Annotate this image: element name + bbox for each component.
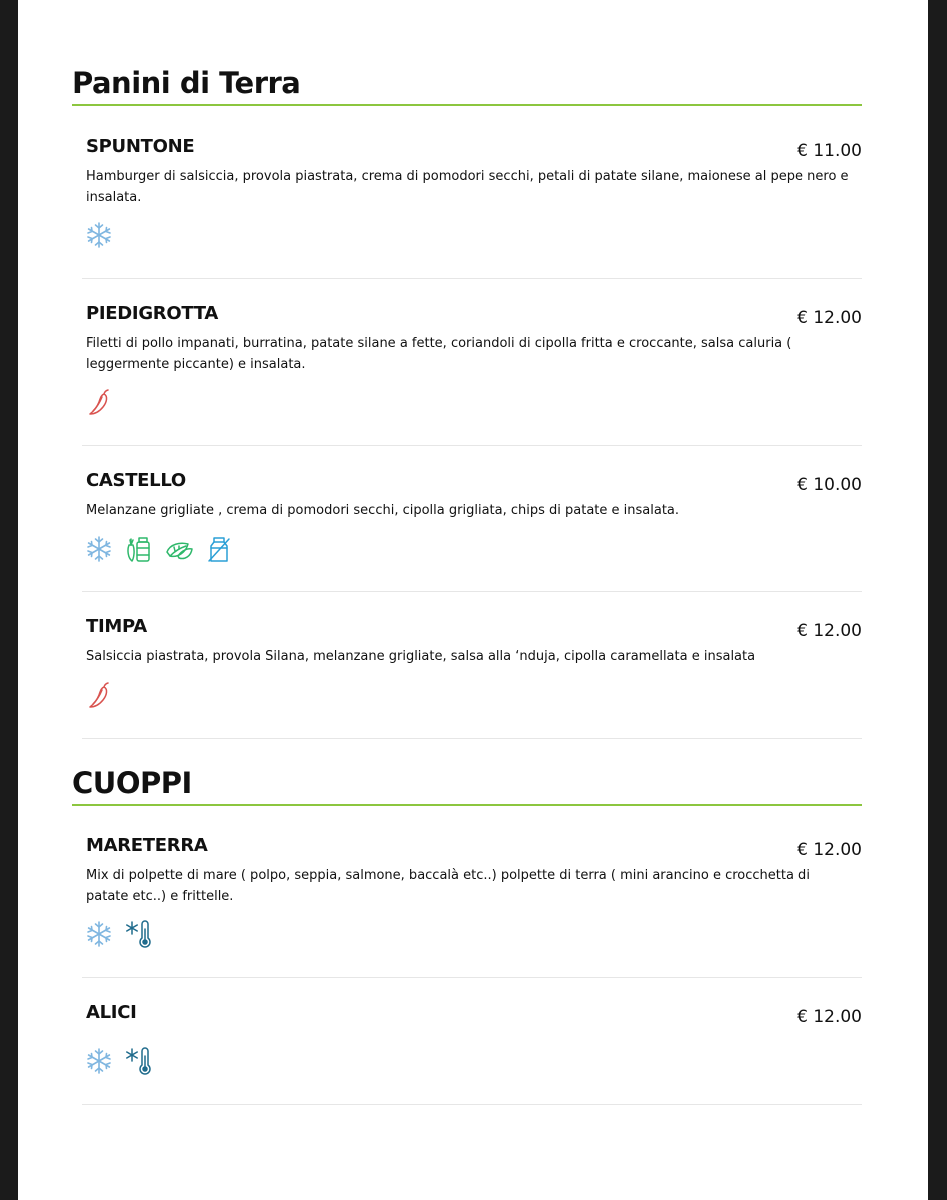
menu-item-alici[interactable] — [82, 1002, 862, 1105]
frozen-thermometer-icon — [124, 1046, 154, 1076]
allergen-icons — [84, 680, 114, 710]
snowflake-icon — [84, 919, 114, 949]
menu-item-castello[interactable] — [82, 470, 862, 592]
snowflake-icon — [84, 220, 114, 250]
menu-item-piedigrotta[interactable] — [82, 303, 862, 446]
frozen-thermometer-icon — [124, 919, 154, 949]
item-price: € 12.00 — [797, 1007, 862, 1027]
menu-item-spuntone[interactable] — [82, 136, 862, 279]
item-description: Salsiccia piastrata, provola Silana, melanzane grigliate, salsa alla ‘nduja, cipolla caramellata e insalata — [86, 649, 756, 664]
menu-item-mareterra[interactable] — [82, 835, 862, 978]
snowflake-icon — [84, 534, 114, 564]
item-description: Hamburger di salsiccia, provola piastrata, crema di pomodori secchi, petali di patate silane, maionese al pepe nero e insalata. — [86, 169, 849, 205]
item-name: PIEDIGROTTA — [86, 303, 218, 324]
allergen-icons — [84, 220, 114, 250]
allergen-icons — [84, 1046, 154, 1076]
chili-pepper-icon — [84, 680, 114, 710]
lactose-free-icon — [204, 534, 234, 564]
allergen-icons — [84, 919, 154, 949]
item-description: Mix di polpette di mare ( polpo, seppia, salmone, baccalà etc..) polpette di terra ( mini arancino e crocchetta di patate etc..) e frittelle. — [86, 868, 810, 904]
item-price: € 10.00 — [797, 475, 862, 495]
item-description: Melanzane grigliate , crema di pomodori secchi, cipolla grigliata, chips di patate e insalata. — [86, 503, 680, 518]
chili-pepper-icon — [84, 387, 114, 417]
item-name: SPUNTONE — [86, 136, 195, 157]
item-description: Filetti di pollo impanati, burratina, patate silane a fette, coriandoli di cipolla fritta e croccante, salsa caluria ( leggermente piccante) e insalata. — [86, 336, 792, 372]
vegan-leaf-icon — [164, 534, 194, 564]
item-price: € 12.00 — [797, 621, 862, 641]
item-price: € 12.00 — [797, 840, 862, 860]
menu-item-timpa[interactable] — [82, 616, 862, 739]
vegetables-jar-icon — [124, 534, 154, 564]
item-price: € 12.00 — [797, 308, 862, 328]
section-title-panini-di-terra: Panini di Terra — [72, 66, 862, 106]
allergen-icons — [84, 534, 234, 564]
item-name: TIMPA — [86, 616, 147, 637]
allergen-icons — [84, 387, 114, 417]
item-name: CASTELLO — [86, 470, 186, 491]
item-price: € 11.00 — [797, 141, 862, 161]
snowflake-icon — [84, 1046, 114, 1076]
section-title-cuoppi: CUOPPI — [72, 766, 862, 806]
menu-page — [18, 0, 928, 1200]
item-name: MARETERRA — [86, 835, 208, 856]
item-name: ALICI — [86, 1002, 137, 1023]
